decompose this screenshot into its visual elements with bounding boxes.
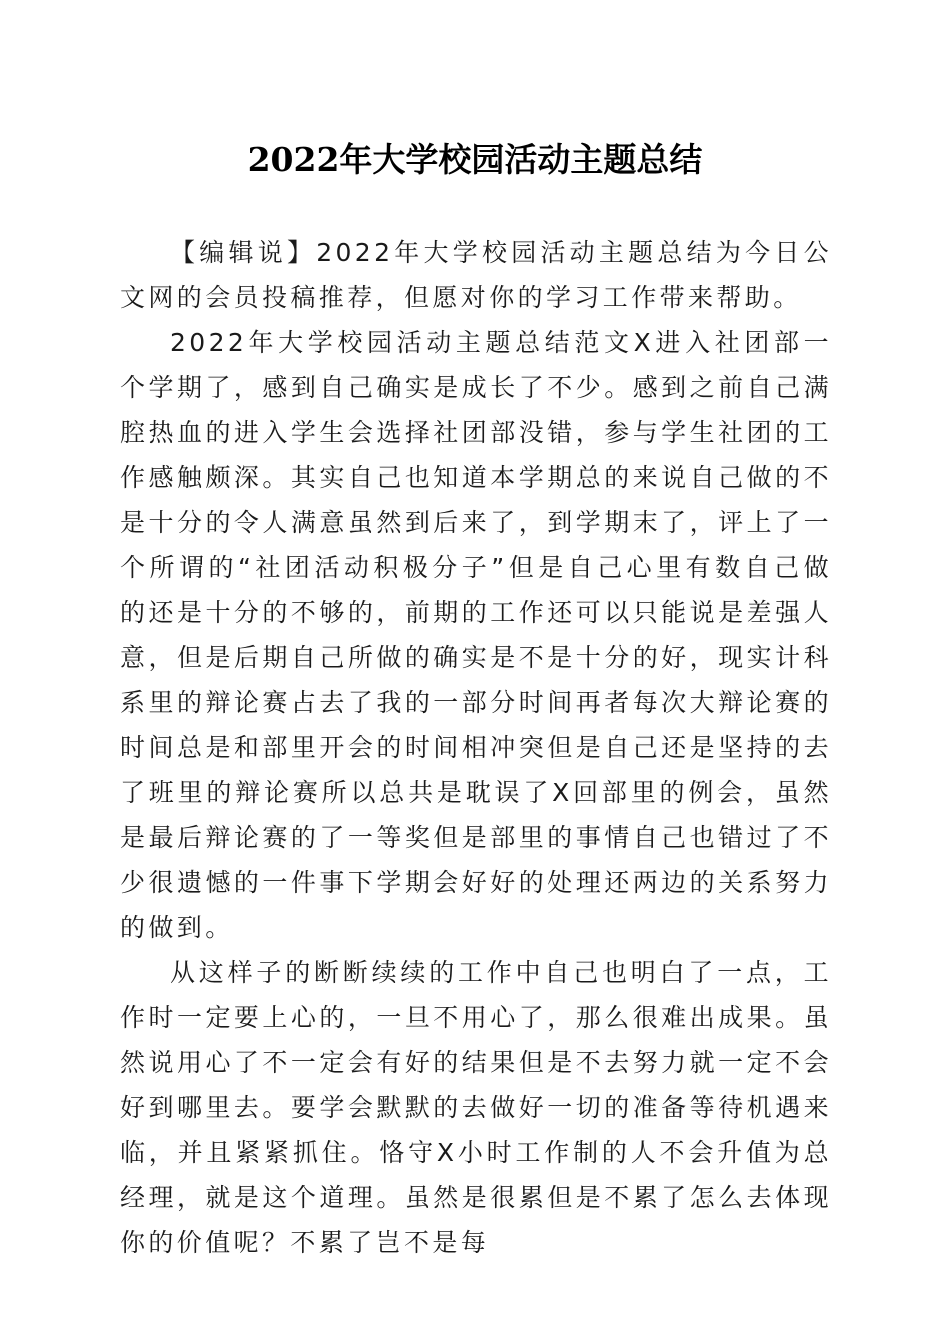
body-paragraph: 2022年大学校园活动主题总结范文X进入社团部一个学期了，感到自己确实是成长了不少。感到之前自己满腔热血的进入学生会选择社团部没错，参与学生社团的工作感触颇深。其实自己也知道本学期总的来说自己做的不是十分的令人满意虽然到后来了，到学期末了，评上了一个所谓的“社团活动积极分子”但是自己心里有数自己做的还是十分的不够的，前期的工作还可以只能说是差强人意，但是后期自己所做的确实是不是十分的好，现实计科系里的辩论赛占去了我的一部分时间再者每次大辩论赛的时间总是和部里开会的时间相冲突但是自己还是坚持的去了班里的辩论赛所以总共是耽误了X回部里的例会，虽然是最后辩论赛的了一等奖但是部里的事情自己也错过了不少很遗憾的一件事下学期会好好的处理还两边的关系努力的做到。	[120, 328, 832, 942]
editor-note-paragraph: 【编辑说】2022年大学校园活动主题总结为今日公文网的会员投稿推荐，但愿对你的学习工作带来帮助。	[120, 238, 832, 312]
body-paragraph: 从这样子的断断续续的工作中自己也明白了一点，工作时一定要上心的，一旦不用心了，那么很难出成果。虽然说用心了不一定会有好的结果但是不去努力就一定不会好到哪里去。要学会默默的去做好一切的准备等待机遇来临，并且紧紧抓住。恪守X小时工作制的人不会升值为总经理，就是这个道理。虽然是很累但是不累了怎么去体现你的价值呢？不累了岂不是每	[120, 958, 832, 1257]
document-title: 2022年大学校园活动主题总结	[247, 140, 703, 179]
document-body	[120, 230, 832, 1265]
